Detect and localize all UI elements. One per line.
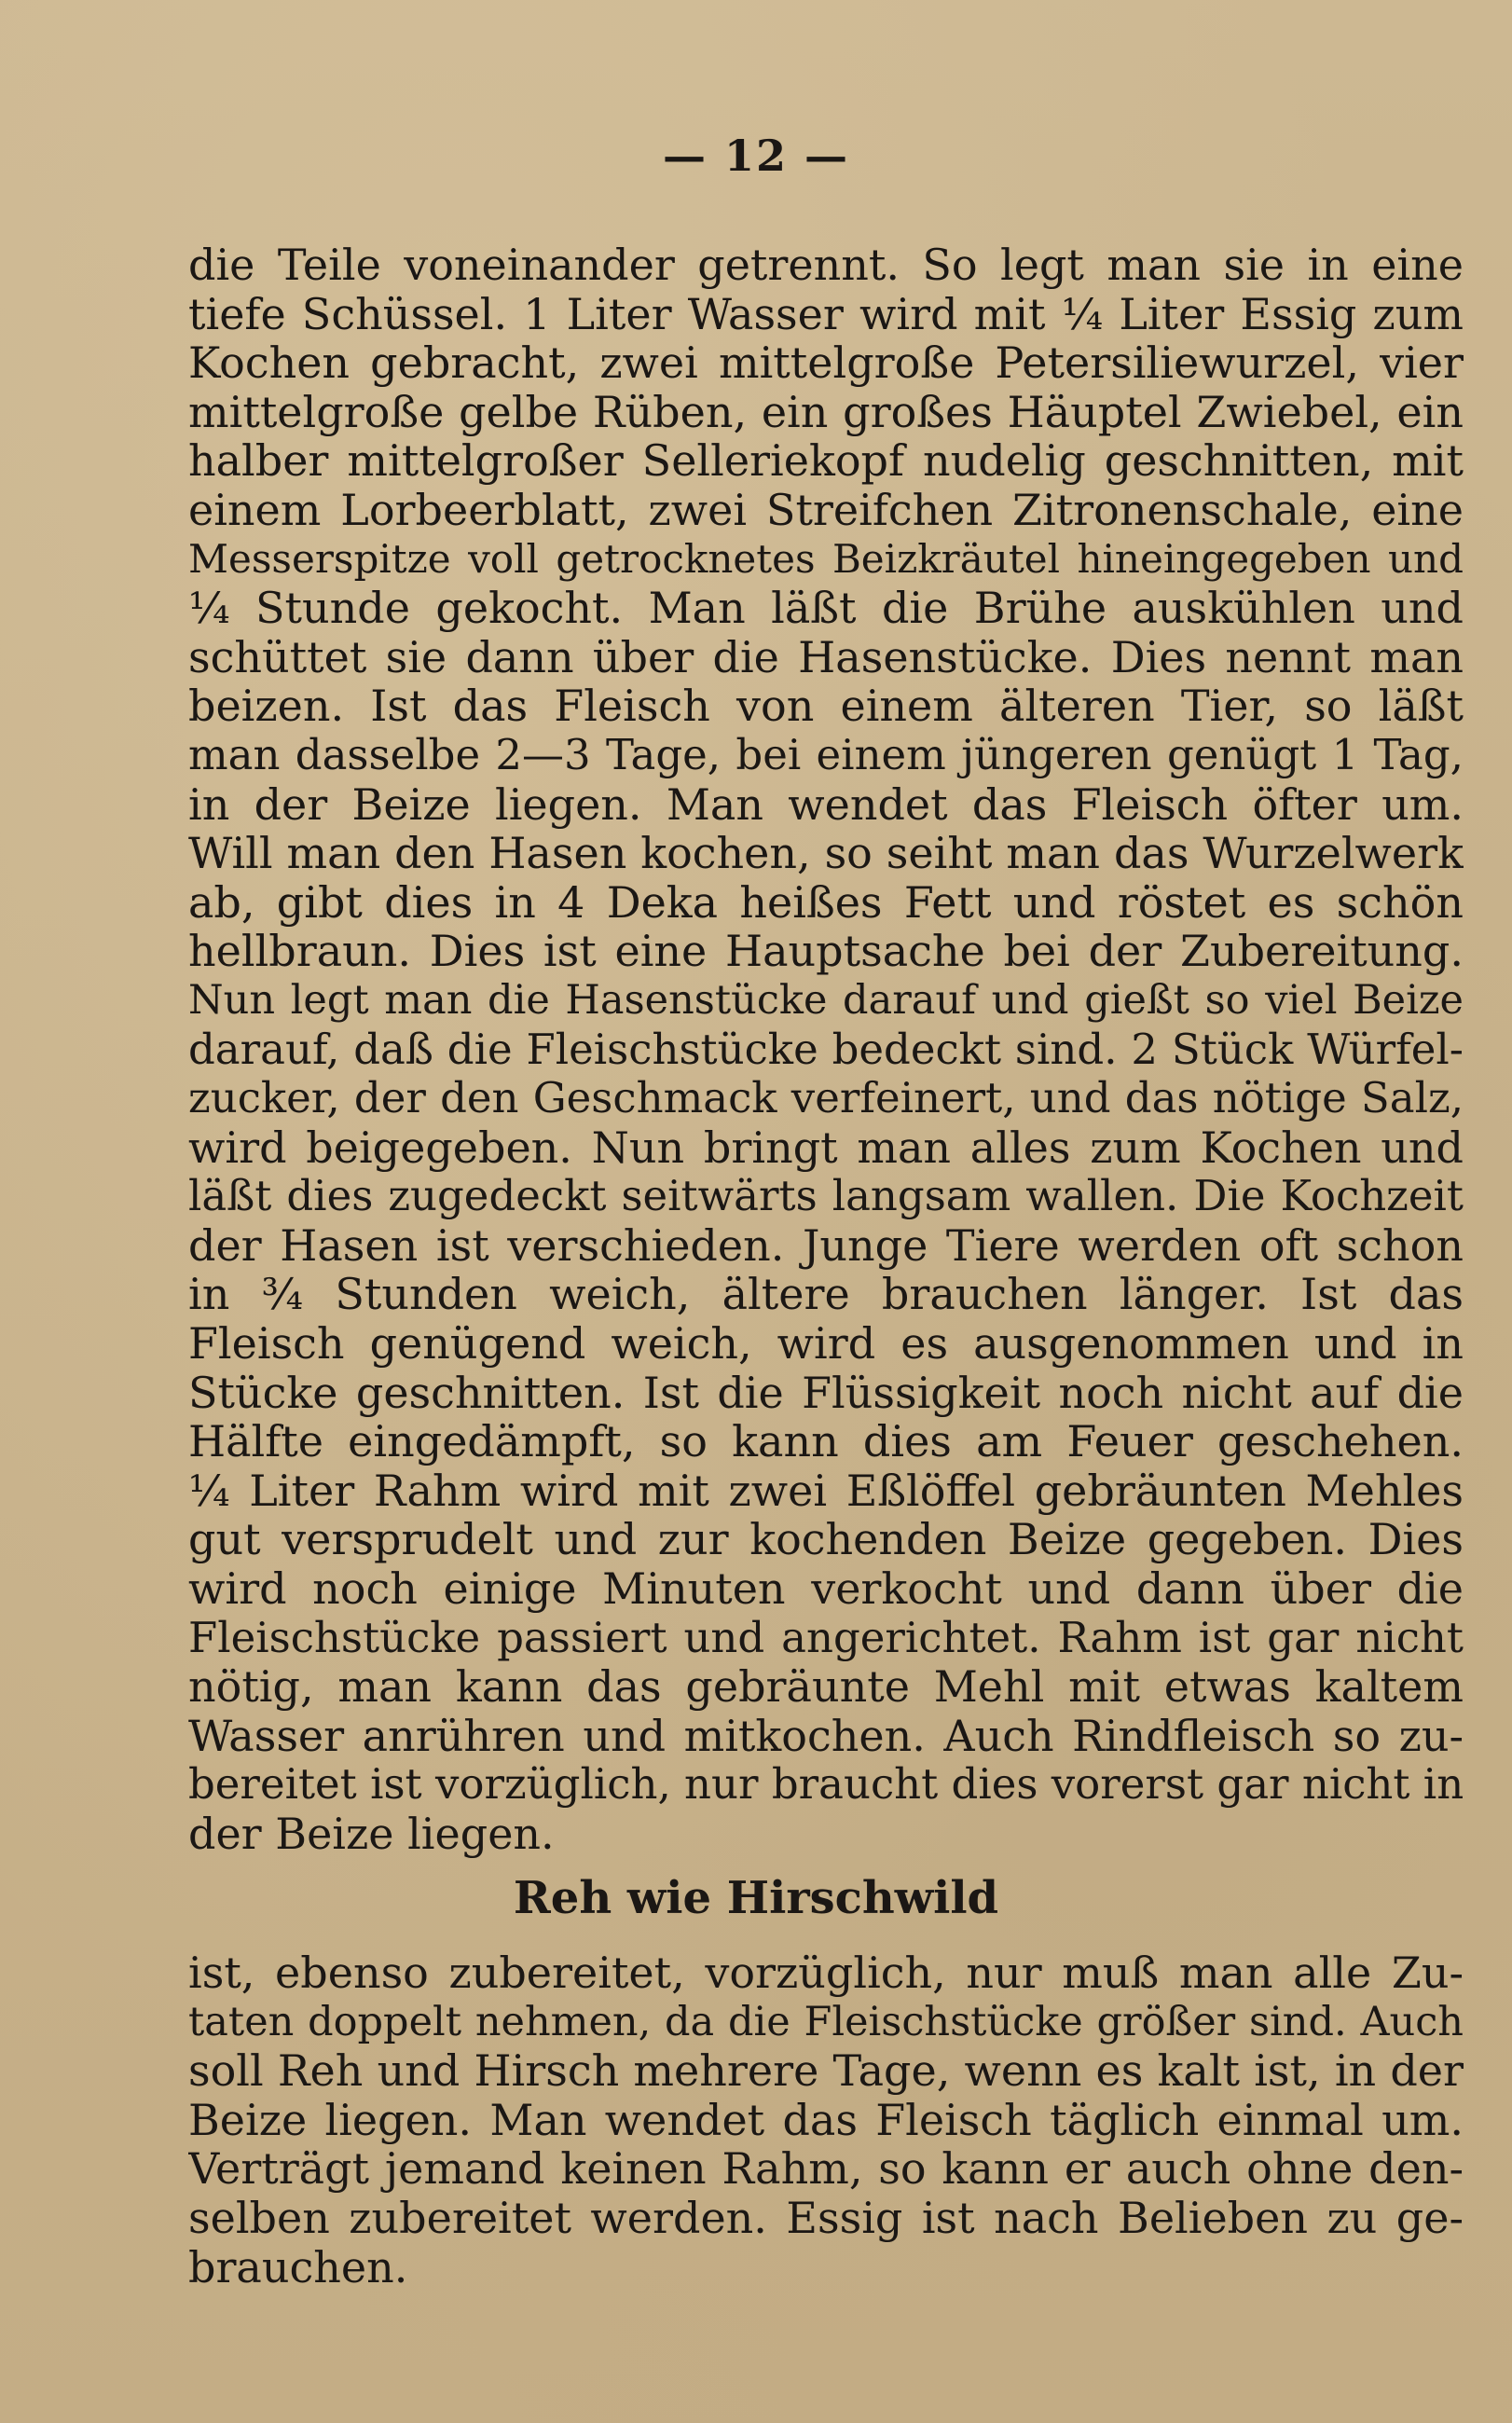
text-line: tiefe Schüssel. 1 Liter Wasser wird mit ¼ Liter Essig zum: [188, 289, 1464, 339]
text-line: hellbraun. Dies ist eine Hauptsache bei der Zubereitung.: [188, 927, 1464, 976]
page-number: — 12 —: [662, 131, 850, 181]
text-line: man dasselbe 2—3 Tage, bei einem jüngeren genügt 1 Tag,: [188, 730, 1464, 779]
paragraph-venison-recipe: [188, 1948, 1464, 2292]
text-line: Hälfte eingedämpft, so kann dies am Feuer geschehen.: [188, 1417, 1464, 1466]
text-line: taten doppelt nehmen, da die Fleischstücke größer sind. Auch: [188, 1998, 1464, 2045]
text-line: beizen. Ist das Fleisch von einem älteren Tier, so läßt: [188, 681, 1464, 731]
text-line: läßt dies zugedeckt seitwärts langsam wallen. Die Kochzeit: [188, 1172, 1464, 1221]
text-line: Messerspitze voll getrocknetes Beizkräutel hineingegeben und: [188, 535, 1464, 582]
text-line: brauchen.: [188, 2242, 408, 2292]
text-line: ¼ Liter Rahm wird mit zwei Eßlöffel gebräunten Mehles: [188, 1466, 1464, 1516]
text-line: einem Lorbeerblatt, zwei Streifchen Zitronenschale, eine: [188, 485, 1464, 535]
text-line: Wasser anrühren und mitkochen. Auch Rindfleisch so zu-: [188, 1711, 1464, 1761]
text-line: der Beize liegen.: [188, 1810, 555, 1859]
text-line: gut versprudelt und zur kochenden Beize gegeben. Dies: [188, 1515, 1464, 1565]
paragraph-hare-recipe: [188, 241, 1464, 1859]
text-line: Verträgt jemand keinen Rahm, so kann er auch ohne den-: [188, 2144, 1464, 2194]
text-line: Beize liegen. Man wendet das Fleisch täglich einmal um.: [188, 2095, 1464, 2145]
text-line: ist, ebenso zubereitet, vorzüglich, nur muß man alle Zu-: [188, 1948, 1464, 1998]
text-line: wird beigegeben. Nun bringt man alles zum Kochen und: [188, 1122, 1464, 1173]
text-line: darauf, daß die Fleischstücke bedeckt sind. 2 Stück Würfel-: [188, 1025, 1464, 1074]
text-line: wird noch einige Minuten verkocht und dann über die: [188, 1564, 1464, 1614]
text-line: zucker, der den Geschmack verfeinert, und das nötige Salz,: [188, 1074, 1464, 1123]
text-line: nötig, man kann das gebräunte Mehl mit etwas kaltem: [188, 1662, 1464, 1712]
text-line: ¼ Stunde gekocht. Man läßt die Brühe auskühlen und: [188, 584, 1464, 633]
text-line: der Hasen ist verschieden. Junge Tiere werden oft schon: [188, 1220, 1464, 1271]
text-line: bereitet ist vorzüglich, nur braucht dies vorerst gar nicht in: [188, 1760, 1464, 1810]
text-line: die Teile voneinander getrennt. So legt man sie in eine: [188, 241, 1464, 290]
text-line: halber mittelgroßer Selleriekopf nudelig geschnitten, mit: [188, 436, 1464, 486]
text-line: selben zubereitet werden. Essig ist nach Belieben zu ge-: [188, 2193, 1464, 2243]
text-line: in ¾ Stunden weich, ältere brauchen länger. Ist das: [188, 1270, 1464, 1320]
text-line: Nun legt man die Hasenstücke darauf und gießt so viel Beize: [188, 976, 1464, 1024]
text-line: Fleischstücke passiert und angerichtet. Rahm ist gar nicht: [188, 1613, 1464, 1662]
text-line: Kochen gebracht, zwei mittelgroße Petersiliewurzel, vier: [188, 338, 1464, 388]
text-line: soll Reh und Hirsch mehrere Tage, wenn es kalt ist, in der: [188, 2046, 1464, 2096]
text-line: schüttet sie dann über die Hasenstücke. Dies nennt man: [188, 632, 1464, 682]
text-line: ab, gibt dies in 4 Deka heißes Fett und röstet es schön: [188, 877, 1464, 928]
text-line: Stücke geschnitten. Ist die Flüssigkeit noch nicht auf die: [188, 1368, 1464, 1418]
text-line: in der Beize liegen. Man wendet das Fleisch öfter um.: [188, 779, 1464, 830]
text-line: Fleisch genügend weich, wird es ausgenommen und in: [188, 1319, 1464, 1369]
text-line: mittelgroße gelbe Rüben, ein großes Häuptel Zwiebel, ein: [188, 387, 1464, 437]
text-line: Will man den Hasen kochen, so seiht man das Wurzelwerk: [188, 829, 1464, 878]
section-heading: Reh wie Hirschwild: [513, 1872, 999, 1924]
